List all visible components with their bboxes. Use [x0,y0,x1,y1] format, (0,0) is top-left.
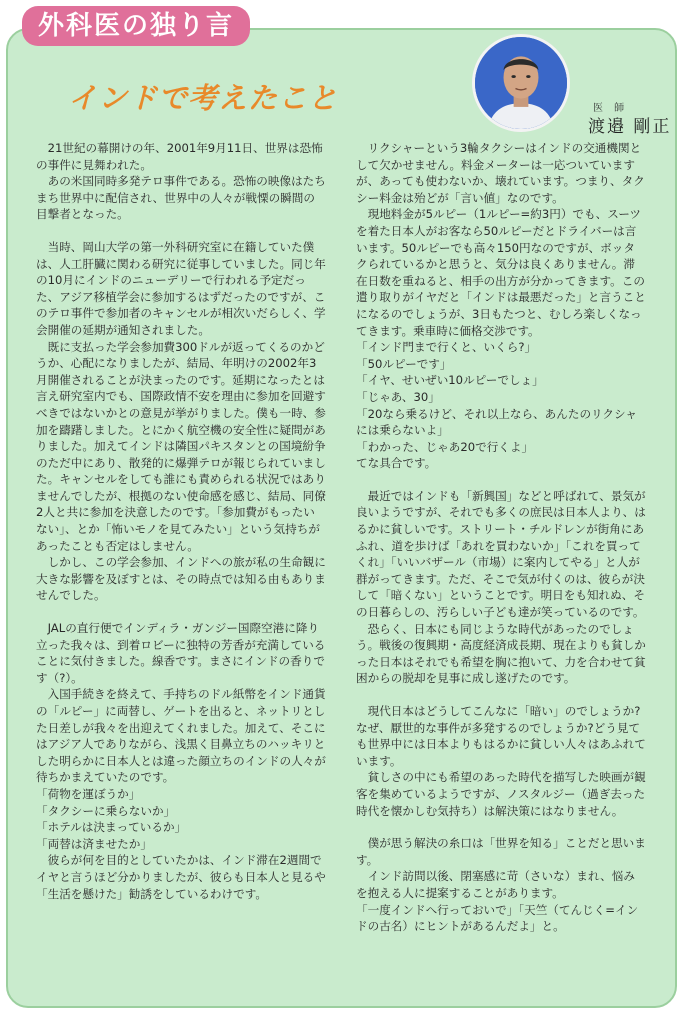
paragraph: 現代日本はどうしてこんなに「暗い」のでしょうか?なぜ、厭世的な事件が多発するのでしょうか?どう見ても世界中には日本よりもはるかに貧しい人々はあふれています。 [356,704,646,768]
dialogue-line: 「インド門まで行くと、いくら?」 [356,340,537,355]
paragraph: 入国手続きを終えて、手持ちのドル紙幣をインド通貨の「ルピー」に両替し、ゲートを出ると、ネットリとした日差しが我々を出迎えてくれました。加えて、そこにはアジア人でありながら、浅黒く目鼻立ちのハッキリとした明らかに日本人とは違った顔立ちのインドの人々が待ちかまえていたのです。 [36,687,326,785]
paragraph-gap [356,819,646,835]
series-title: 外科医の独り言 [38,11,235,41]
dialogue-line: 「わかった、じゃあ20で行くよ」 [356,439,534,454]
paragraph: 21世紀の幕開けの年、2001年9月11日、世界は恐怖の事件に見舞われた。 [36,141,323,172]
paragraph: インド訪問以後、閉塞感に苛（さいな）まれ、悩みを抱える人に提案することがあります。 [356,869,635,900]
paragraph: 既に支払った学会参加費300ドルが返ってくるのかどうか、心配になりましたが、結局、年明けの2002年3月開催されることが決まったのです。延期になったとは言え研究室内でも、国際政情不安を理由に参加を回避すべきではないかとの意見が挙がりました。僕も一時、参加を躊躇しました。とにかく航空機の安全性に疑問がありました。加えてインドは隣国パキスタンとの国境紛争のただ中にあり、散発的に爆弾テロが報じられていました。キャンセルをしても誰にも責められる状況ではありませんでしたが、根拠のない使命感を感じ、結局、同僚2人と共に参加を決意したのです。「参加費がもったいない」、とか「怖いモノを見てみたい」という気持ちがあったことも否定はしません。 [36,339,326,553]
paragraph: 恐らく、日本にも同じような時代があったのでしょう。戦後の復興期・高度経済成長期、現在よりも貧しかった日本はそれでも希望を胸に抱いて、力を合わせて貧困からの脱却を見事に成し遂げたのです。 [356,621,646,686]
dialogue-line: 「イヤ、せいぜい10ルピーでしょ」 [356,373,544,388]
paragraph: 最近ではインドも「新興国」などと呼ばれて、景気が良いようですが、それでも多くの庶民は日本人より、はるかに貧しいです。ストリート・チルドレンが街角にあふれ、道を歩けば「あれを買わないか」「これを買ってくれ」「いいバザール（市場）に案内してやる」と人が群がってきます。ただ、そこで気が付くのは、彼らが決して「暗くない」ということです。明日をも知れぬ、その日暮らしの、汚らしい子ども達が笑っているのです。 [356,488,646,620]
dialogue-line: 「ホテルは決まっているか」 [36,820,187,835]
dialogue-line: 「荷物を運ぼうか」 [36,786,141,801]
paragraph: 「一度インドへ行っておいで」「天竺（てんじく=インドの古名）にヒントがあるんだよ」と。 [356,902,639,934]
dialogue-line: 「50ルピーです」 [356,356,452,371]
author-role: 医 師 [593,103,629,114]
paragraph-gap [36,604,326,620]
article-title: インドで考えたこと [68,81,339,115]
author-portrait-icon [475,37,567,129]
paragraph: しかし、この学会参加、インドへの旅が私の生命観に大きな影響を及ぼすとは、その時点では知る由もありませんでした。 [36,555,326,603]
series-title-tab [22,6,250,46]
paragraph: 現地料金が5ルピー（1ルピー=約3円）でも、スーツを着た日本人がお客なら50ルピーだとドライバーは言います。50ルピーでも高々150円なのですが、ボッタクられているかと思うと、気分は良くありません。滞在日数を重ねると、相手の出方が分かってきます。この遣り取りがイヤだと「インドは最悪だった」と言うことになるのでしょうが、3日もたつと、むしろ楽しくなってきます。乗車時に価格交渉です。 [356,207,646,338]
paragraph: JALの直行便でインディラ・ガンジー国際空港に降り立った我々は、到着ロビーに独特の芳香が充満していることに気付きました。線香です。まさにインドの香りです（?）。 [36,621,326,685]
author-name: 渡邉 剛正 [588,117,672,137]
paragraph: リクシャーという3輪タクシーはインドの交通機関として欠かせません。料金メーターは一応ついていますが、あっても使わないか、壊れています。つまり、タクシー料金は殆どが「言い値」なのです。 [356,141,645,205]
paragraph-gap [356,472,646,488]
author-photo [472,34,570,132]
dialogue-line: 「両替は済ませたか」 [36,836,152,851]
paragraph: 当時、岡山大学の第一外科研究室に在籍していた僕は、人工肝臓に関わる研究に従事していました。同じ年の10月にインドのニューデリーで行われる予定だった、アジア移植学会に参加するはずだったのですが、このテロ事件で参加者のキャンセルが相次いだらしく、学会開催の延期が通知されました。 [36,239,326,337]
paragraph: 彼らが何を目的としていたかは、インド滞在2週間でイヤと言うほど分かりましたが、彼らも日本人と見るや「生活を懸けた」勧誘をしているわけです。 [36,853,326,901]
paragraph-gap [36,223,326,239]
dialogue-line: 「じゃあ、30」 [356,389,440,404]
right-column [356,140,646,935]
paragraph: てな具合です。 [356,456,437,471]
dialogue-line: 「タクシーに乗らないか」 [36,803,176,818]
paragraph-gap [356,687,646,703]
dialogue-line: 「20なら乗るけど、それ以上なら、あんたのリクシャには乗らないよ」 [356,406,637,438]
left-column [36,140,326,902]
paragraph: 貧しさの中にも希望のあった時代を描写した映画が観客を集めているようですが、ノスタルジー（過ぎ去った時代を懐かしむ気持ち）は解決策にはなりません。 [356,770,646,818]
paragraph: あの米国同時多発テロ事件である。恐怖の映像はたちまち世界中に配信され、世界中の人々が戦慄の瞬間の目撃者となった。 [36,174,326,222]
paragraph: 僕が思う解決の糸口は「世界を知る」ことだと思います。 [356,836,646,867]
